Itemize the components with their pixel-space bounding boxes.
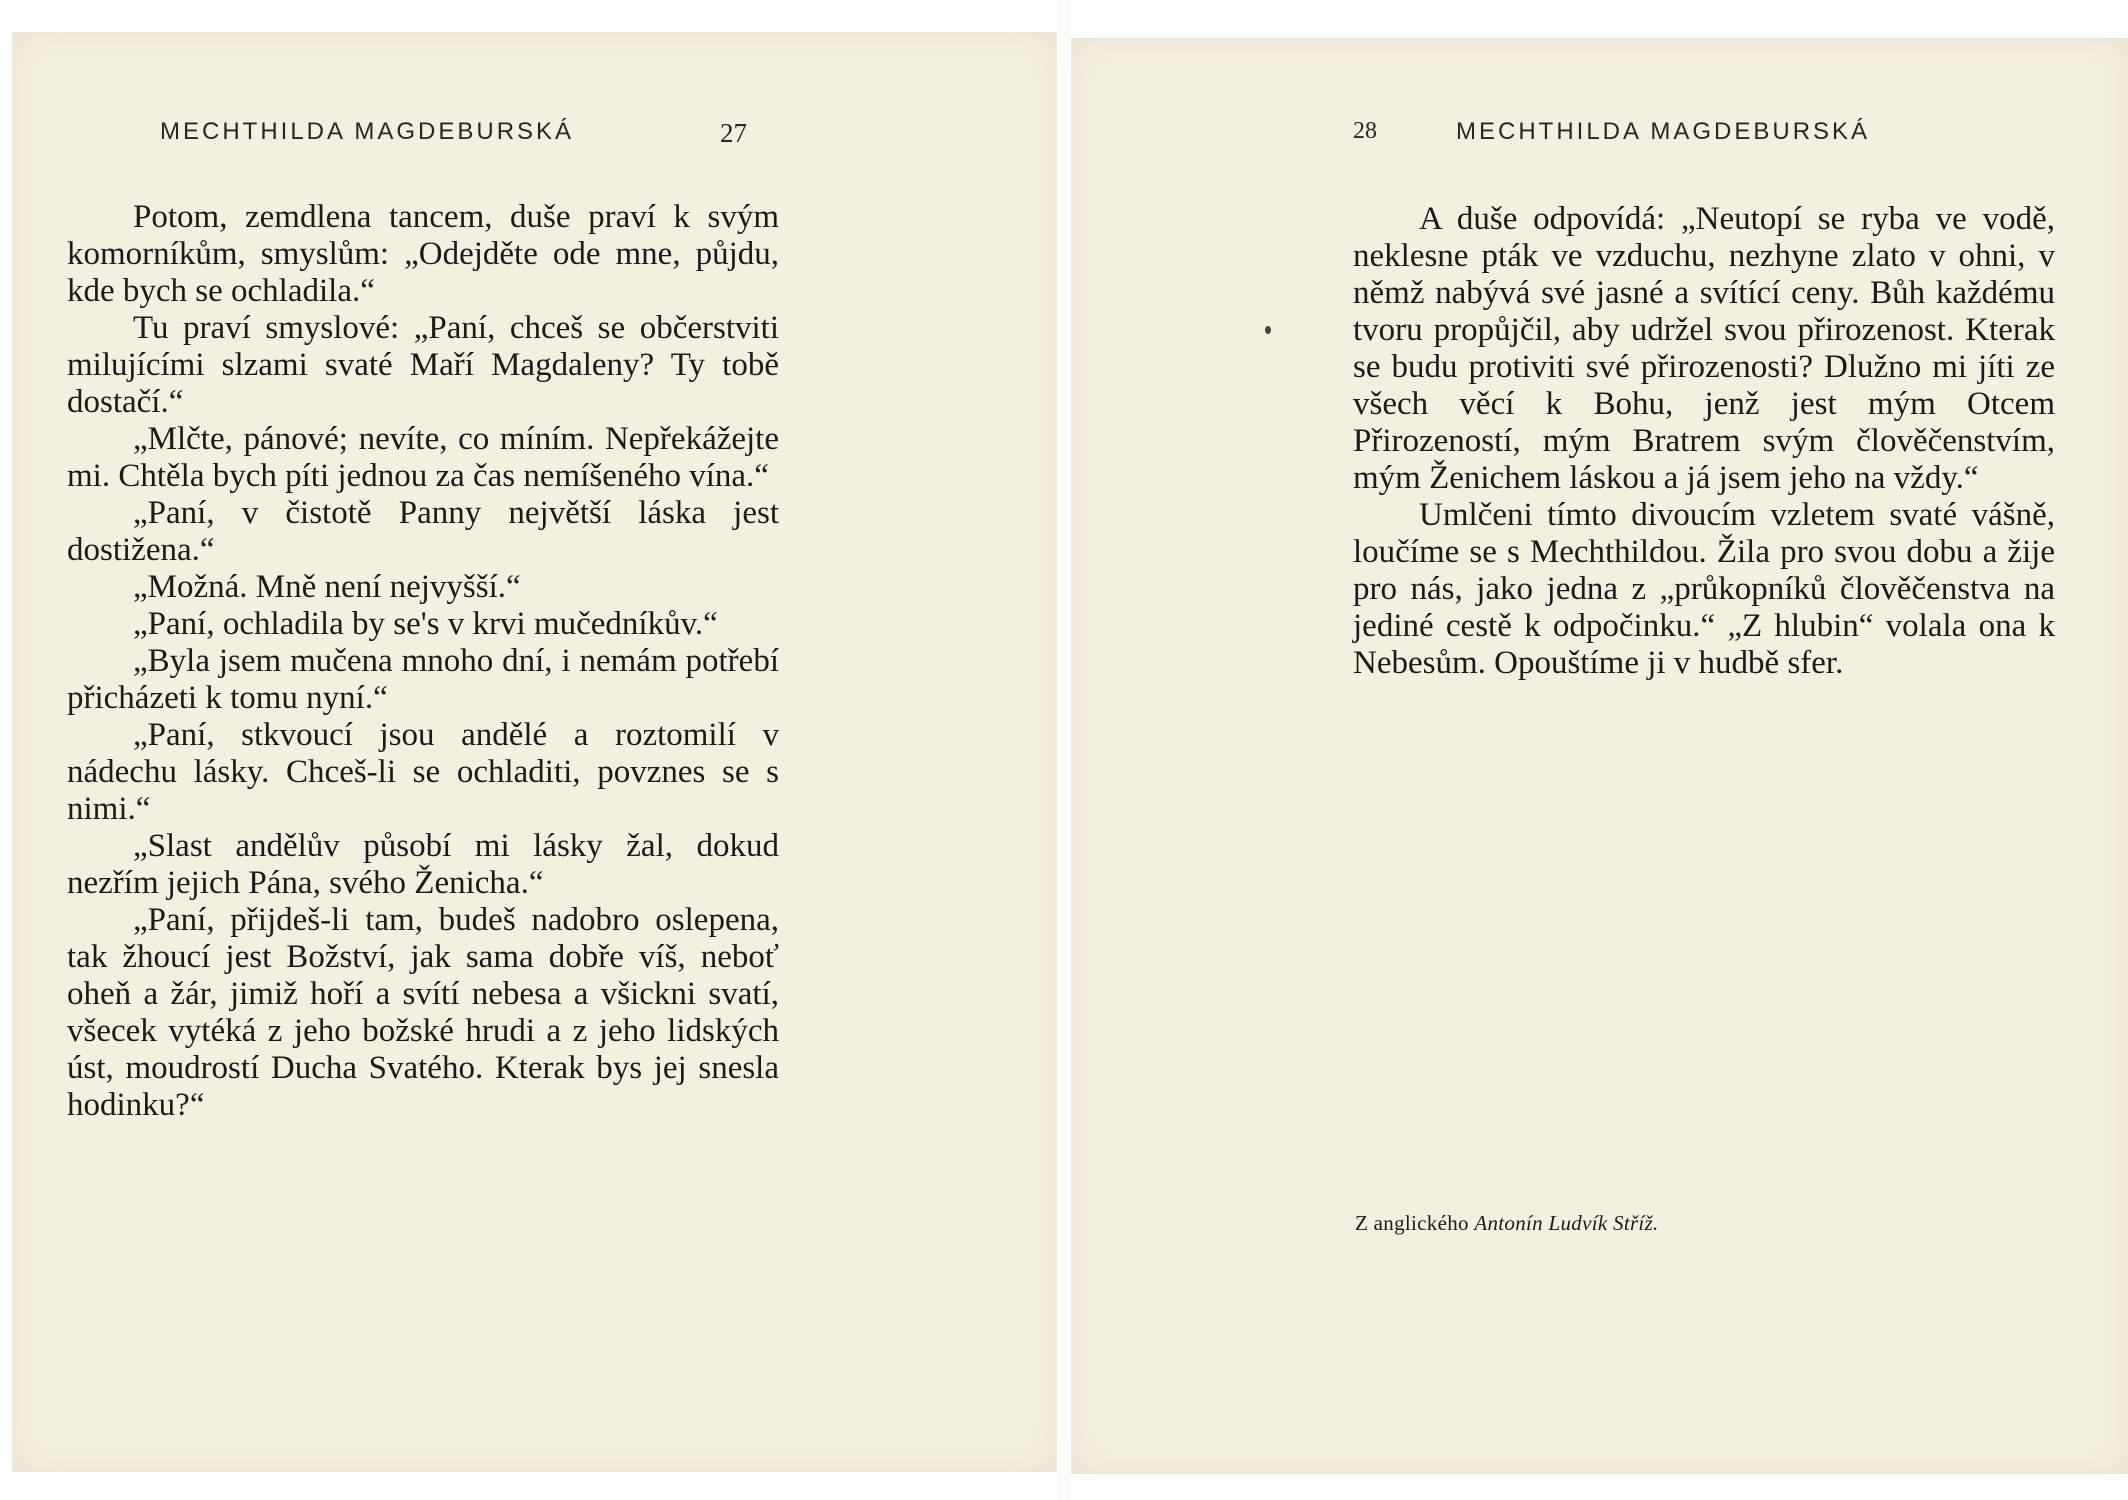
- paragraph: Potom, zemdlena tancem, duše praví k svým komorníkům, smyslům: „Odejděte ode mne, půjdu, kde bych se ochladila.“: [67, 199, 779, 309]
- paragraph: Umlčeni tímto divoucím vzletem svaté vášně, loučíme se s Mechthildou. Žila pro svou dobu a žije pro nás, jako jedna z „průkopníků člověčenstva na jediné cestě k odpočinku.“ „Z hlubin“ volala ona k Nebesům. Opouštíme ji v hudbě sfer.: [1353, 497, 2055, 681]
- credit-prefix: Z anglického: [1355, 1211, 1469, 1235]
- translator-name: Antonín Ludvík Stříž.: [1474, 1211, 1659, 1235]
- right-page-text: [1353, 201, 2055, 682]
- running-title: MECHTHILDA MAGDEBURSKÁ: [1456, 118, 1871, 145]
- paragraph: „Paní, stkvoucí jsou andělé a roztomilí v nádechu lásky. Chceš-li se ochladiti, povznes se s nimi.“: [67, 717, 779, 827]
- paragraph: „Byla jsem mučena mnoho dní, i nemám potřebí přicházeti k tomu nyní.“: [67, 643, 779, 716]
- paragraph: A duše odpovídá: „Neutopí se ryba ve vodě, neklesne pták ve vzduchu, nezhyne zlato v ohni, v němž nabývá své jasné a svítící ceny. Bůh každému tvoru propůjčil, aby udržel svou přirozenost. Kterak se budu protiviti své přirozenosti? Dlužno mi jíti ze všech věcí k Bohu, jenž jest mým Otcem Přirozeností, mým Bratrem svým člověčenstvím, mým Ženichem láskou a já jsem jeho na vždy.“: [1353, 201, 2055, 496]
- ink-speck: [1265, 326, 1271, 334]
- paragraph: „Paní, ochladila by se's v krvi mučedníkův.“: [133, 606, 718, 642]
- page-number: 27: [720, 118, 747, 148]
- paragraph: Tu praví smyslové: „Paní, chceš se občerstviti milujícími slzami svaté Maří Magdaleny? Ty tobě dostačí.“: [67, 310, 779, 420]
- running-title: MECHTHILDA MAGDEBURSKÁ: [160, 118, 575, 145]
- page-gutter: [1057, 0, 1071, 1500]
- page-number: 28: [1353, 118, 1377, 144]
- paragraph: „Slast andělův působí mi lásky žal, dokud nezřím jejich Pána, svého Ženicha.“: [67, 828, 779, 901]
- paragraph: „Mlčte, pánové; nevíte, co míním. Nepřekážejte mi. Chtěla bych píti jednou za čas nemíšeného vína.“: [67, 421, 779, 494]
- paragraph: „Možná. Mně není nejvyšší.“: [133, 569, 521, 605]
- left-page-text: [67, 199, 779, 1124]
- translator-credit: [1355, 1211, 1659, 1236]
- paragraph: „Paní, v čistotě Panny největší láska jest dostižena.“: [67, 495, 779, 568]
- paragraph: „Paní, přijdeš-li tam, budeš nadobro oslepena, tak žhoucí jest Božství, jak sama dobře víš, neboť oheň a žár, jimiž hoří a svítí nebesa a všickni svatí, všecek vytéká z jeho božské hrudi a z jeho lidských úst, moudrostí Ducha Svatého. Kterak bys jej snesla hodinku?“: [67, 902, 779, 1123]
